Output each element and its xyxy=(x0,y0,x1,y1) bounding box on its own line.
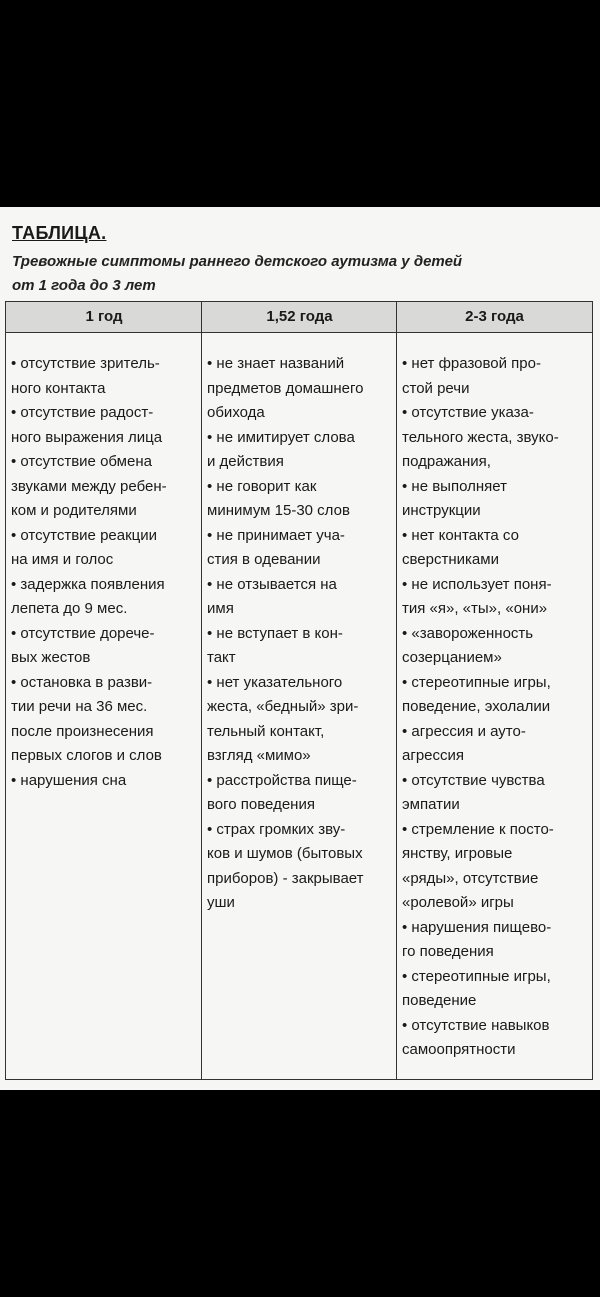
symptom-line: • агрессия и ауто- xyxy=(402,722,526,740)
symptom-line: • страх громких зву- xyxy=(207,820,346,838)
subtitle-line: Тревожные симптомы раннего детского аутизма у детей xyxy=(12,253,463,270)
header-1-5-years: 1,52 года xyxy=(266,308,333,325)
symptom-line: стой речи xyxy=(402,379,470,397)
symptom-line: • нет контакта со xyxy=(402,526,519,544)
symptom-line: обихода xyxy=(207,404,265,421)
symptom-line: стия в одевании xyxy=(207,551,321,568)
symptom-line: на имя и голос xyxy=(11,551,114,568)
symptom-line: предметов домашнего xyxy=(207,379,364,397)
column-1-5-years xyxy=(207,352,392,916)
symptom-line: ков и шумов (бытовых xyxy=(207,845,363,862)
symptom-line: • отсутствие обмена xyxy=(11,453,152,470)
symptom-line: уши xyxy=(207,894,235,911)
symptom-line: • не имитирует слова xyxy=(207,428,355,446)
symptom-line: вого поведения xyxy=(207,796,315,813)
symptom-line: тия «я», «ты», «они» xyxy=(402,600,548,617)
symptom-line: • нет фразовой про- xyxy=(402,355,541,372)
symptom-line: инструкции xyxy=(402,502,481,519)
symptom-line: • отсутствие навыков xyxy=(402,1016,550,1034)
symptom-line: тии речи на 36 мес. xyxy=(11,698,148,715)
symptom-line: такт xyxy=(207,649,236,666)
symptom-line: • задержка появления xyxy=(11,575,165,593)
column-2-3-years xyxy=(402,352,588,1063)
symptom-line: первых слогов и слов xyxy=(11,747,162,764)
table-subtitle xyxy=(12,250,592,298)
symptom-line: • нарушения сна xyxy=(11,771,127,789)
symptom-line: тельный контакт, xyxy=(207,722,325,740)
symptom-line: • остановка в разви- xyxy=(11,673,153,691)
symptom-line: «ролевой» игры xyxy=(402,894,514,911)
symptom-line: • отсутствие радост- xyxy=(11,404,154,421)
symptom-line: самоопрятности xyxy=(402,1041,516,1058)
symptom-line: взгляд «мимо» xyxy=(207,747,311,764)
symptom-line: го поведения xyxy=(402,943,494,960)
symptom-line: и действия xyxy=(207,453,284,470)
symptom-line: вых жестов xyxy=(11,649,91,666)
table-heading xyxy=(12,223,592,298)
symptom-line: созерцанием» xyxy=(402,649,502,666)
symptom-line: сверстниками xyxy=(402,551,499,568)
symptom-line: эмпатии xyxy=(402,796,460,813)
symptom-line: • отсутствие указа- xyxy=(402,404,534,421)
column-divider xyxy=(396,302,397,1079)
symptom-line: имя xyxy=(207,600,234,617)
symptom-line: минимум 15-30 слов xyxy=(207,502,350,519)
symptom-line: • расстройства пище- xyxy=(207,771,357,789)
symptom-line: • стереотипные игры, xyxy=(402,673,551,691)
symptom-line: • «завороженность xyxy=(402,624,534,642)
header-1-year: 1 год xyxy=(85,308,123,325)
symptom-line: • не принимает уча- xyxy=(207,526,345,544)
symptom-line: • отсутствие чувства xyxy=(402,771,545,789)
symptom-line: жеста, «бедный» зри- xyxy=(207,698,359,715)
symptom-line: агрессия xyxy=(402,747,464,764)
symptom-line: • отсутствие зритель- xyxy=(11,355,160,372)
symptom-line: после произнесения xyxy=(11,722,154,740)
symptom-line: • нарушения пищево- xyxy=(402,918,552,936)
document-page xyxy=(0,207,600,1090)
symptom-line: • не знает названий xyxy=(207,355,345,372)
symptom-line: ком и родителями xyxy=(11,502,137,519)
symptoms-table xyxy=(5,301,593,1080)
symptom-line: • не использует поня- xyxy=(402,575,552,593)
symptom-line: поведение xyxy=(402,992,477,1009)
symptom-line: ного выражения лица xyxy=(11,428,163,446)
symptom-line: • не отзывается на xyxy=(207,575,337,593)
symptom-line: • стереотипные игры, xyxy=(402,967,551,985)
symptom-line: ного контакта xyxy=(11,379,106,397)
symptom-line: • не говорит как xyxy=(207,477,317,495)
symptom-line: тельного жеста, звуко- xyxy=(402,428,559,446)
symptom-line: • отсутствие реакции xyxy=(11,526,158,544)
subtitle-line: от 1 года до 3 лет xyxy=(12,277,156,294)
symptom-line: • нет указательного xyxy=(207,673,343,691)
symptom-line: «ряды», отсутствие xyxy=(402,869,539,887)
header-2-3-years: 2-3 года xyxy=(465,308,524,325)
column-divider xyxy=(201,302,202,1079)
symptom-line: • не выполняет xyxy=(402,477,507,495)
symptom-line: приборов) - закрывает xyxy=(207,869,364,887)
column-1-year xyxy=(11,352,197,793)
symptom-line: звуками между ребен- xyxy=(11,477,167,495)
symptom-line: • стремление к посто- xyxy=(402,820,554,838)
symptom-line: подражания, xyxy=(402,453,491,470)
symptom-line: • отсутствие дорече- xyxy=(11,624,155,642)
table-label: ТАБЛИЦА. xyxy=(12,223,107,243)
table-header-row xyxy=(6,302,592,333)
symptom-line: янству, игровые xyxy=(402,845,513,862)
symptom-line: лепета до 9 мес. xyxy=(11,600,128,617)
symptom-line: • не вступает в кон- xyxy=(207,624,343,642)
symptom-line: поведение, эхолалии xyxy=(402,698,551,715)
